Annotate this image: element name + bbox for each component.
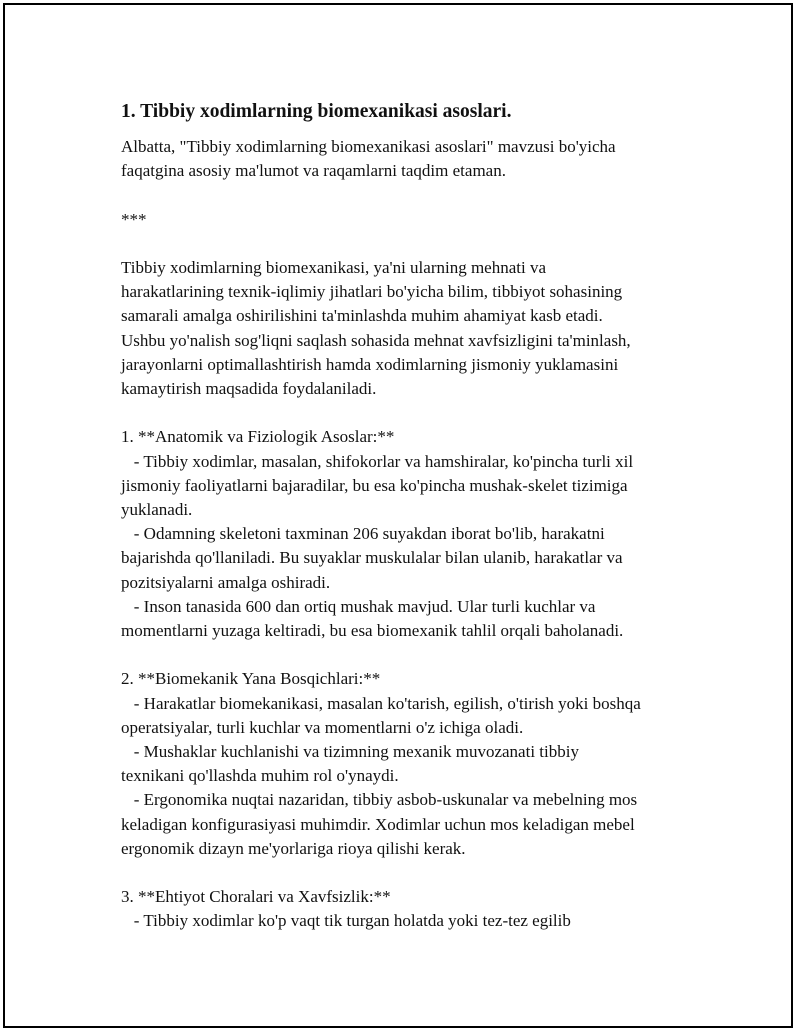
text-line: - Tibbiy xodimlar ko'p vaqt tik turgan holatda yoki tez-tez egilib xyxy=(121,911,571,931)
spacer xyxy=(121,183,701,207)
text-line: keladigan konfigurasiyasi muhimdir. Xodimlar uchun mos keladigan mebel xyxy=(121,814,635,834)
text-line: pozitsiyalarni amalga oshiradi. xyxy=(121,572,331,592)
text-line: yuklanadi. xyxy=(121,500,193,519)
text-line: faqatgina asosiy ma'lumot va raqamlarni taqdim etaman. xyxy=(121,161,506,181)
separator: *** xyxy=(121,209,147,229)
text-line: - Tibbiy xodimlar, masalan, shifokorlar va hamshiralar, ko'pincha turli xil xyxy=(121,451,634,471)
document-page xyxy=(3,3,793,1028)
section-heading: 1. **Anatomik va Fiziologik Asoslar:** xyxy=(121,427,395,447)
overview-paragraph xyxy=(121,256,701,401)
text-line: - Inson tanasida 600 dan ortiq mushak mavjud. Ular turli kuchlar va xyxy=(121,596,596,616)
text-line: ergonomik dizayn me'yorlariga rioya qilishi kerak. xyxy=(121,838,466,858)
text-line: jismoniy faoliyatlarni bajaradilar, bu esa ko'pincha mushak-skelet tizimiga xyxy=(121,475,628,495)
text-line: - Mushaklar kuchlanishi va tizimning mexanik muvozanati tibbiy xyxy=(121,742,579,762)
intro-paragraph xyxy=(121,135,701,183)
text-line: - Ergonomika nuqtai nazaridan, tibbiy asbob-uskunalar va mebelning mos xyxy=(121,790,638,810)
text-line: Albatta, "Tibbiy xodimlarning biomexanikasi asoslari" mavzusi bo'yicha xyxy=(121,137,616,156)
spacer xyxy=(121,643,701,667)
section-heading: 2. **Biomekanik Yana Bosqichlari:** xyxy=(121,669,381,689)
text-line: operatsiyalar, turli kuchlar va momentlarni o'z ichiga oladi. xyxy=(121,717,524,737)
text-line: texnikani qo'llashda muhim rol o'ynaydi. xyxy=(121,766,399,786)
text-line: harakatlarining texnik-iqlimiy jihatlari bo'yicha bilim, tibbiyot sohasining xyxy=(121,282,623,302)
text-line: Tibbiy xodimlarning biomexanikasi, ya'ni ularning mehnati va xyxy=(121,257,547,277)
text-line: - Harakatlar biomekanikasi, masalan ko'tarish, egilish, o'tirish yoki boshqa xyxy=(121,693,641,713)
document-title: 1. Tibbiy xodimlarning biomexanikasi asoslari. xyxy=(121,101,512,122)
section-3 xyxy=(121,885,701,933)
text-line: momentlarni yuzaga keltiradi, bu esa biomexanik tahlil orqali baholanadi. xyxy=(121,621,624,641)
text-line: bajarishda qo'llaniladi. Bu suyaklar muskulalar bilan ulanib, harakatlar va xyxy=(121,548,623,568)
section-heading: 3. **Ehtiyot Choralari va Xavfsizlik:** xyxy=(121,887,391,907)
text-line: kamaytirish maqsadida foydalaniladi. xyxy=(121,379,377,398)
text-line: jarayonlarni optimallashtirish hamda xodimlarning jismoniy yuklamasini xyxy=(121,354,619,374)
text-line: samarali amalga oshirilishini ta'minlashda muhim ahamiyat kasb etadi. xyxy=(121,306,603,326)
section-1 xyxy=(121,425,701,643)
spacer xyxy=(121,401,701,425)
section-2 xyxy=(121,667,701,861)
document-body xyxy=(121,99,701,934)
text-line: - Odamning skeletoni taxminan 206 suyakdan iborat bo'lib, harakatni xyxy=(121,524,605,544)
spacer xyxy=(121,232,701,256)
text-line: Ushbu yo'nalish sog'liqni saqlash sohasida mehnat xavfsizligini ta'minlash, xyxy=(121,330,631,350)
spacer xyxy=(121,861,701,885)
